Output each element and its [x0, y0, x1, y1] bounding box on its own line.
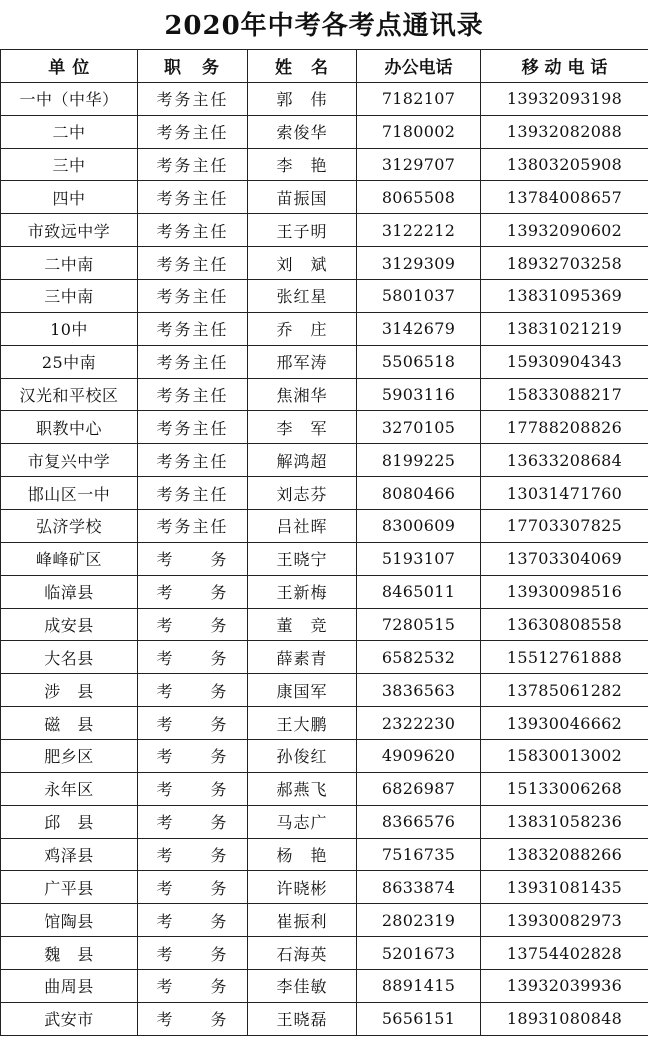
cell-unit: 曲周县	[1, 970, 138, 1003]
table-row	[1, 444, 648, 477]
cell-mobile-phone: 13785061282	[481, 674, 648, 707]
cell-unit: 涉 县	[1, 674, 138, 707]
table-row	[1, 542, 648, 575]
cell-mobile-phone: 13930098516	[481, 575, 648, 608]
cell-name: 王晓宁	[248, 542, 357, 575]
cell-office-phone: 2322230	[357, 707, 481, 740]
cell-office-phone: 7180002	[357, 115, 481, 148]
cell-unit: 成安县	[1, 608, 138, 641]
table-row	[1, 82, 648, 115]
cell-office-phone: 5201673	[357, 937, 481, 970]
cell-name: 解鸿超	[248, 444, 357, 477]
cell-unit: 大名县	[1, 641, 138, 674]
table-row	[1, 575, 648, 608]
cell-unit: 10中	[1, 312, 138, 345]
cell-name: 刘志芬	[248, 477, 357, 510]
cell-role: 考务主任	[138, 115, 248, 148]
header-office-phone: 办公电话	[357, 50, 481, 83]
cell-mobile-phone: 18932703258	[481, 247, 648, 280]
cell-mobile-phone: 15512761888	[481, 641, 648, 674]
cell-name: 王子明	[248, 214, 357, 247]
page-title: 2020年中考各考点通讯录	[164, 11, 484, 41]
cell-unit: 邯山区一中	[1, 477, 138, 510]
table-row	[1, 707, 648, 740]
cell-name: 索俊华	[248, 115, 357, 148]
cell-office-phone: 5656151	[357, 1002, 481, 1035]
cell-name: 李 军	[248, 411, 357, 444]
cell-office-phone: 8300609	[357, 510, 481, 543]
cell-name: 康国军	[248, 674, 357, 707]
table-row	[1, 280, 648, 313]
table-row	[1, 674, 648, 707]
cell-unit: 邱 县	[1, 805, 138, 838]
cell-name: 吕社晖	[248, 510, 357, 543]
cell-role: 考务主任	[138, 82, 248, 115]
cell-name: 乔 庄	[248, 312, 357, 345]
cell-unit: 二中	[1, 115, 138, 148]
cell-role: 考务主任	[138, 345, 248, 378]
cell-unit: 馆陶县	[1, 904, 138, 937]
cell-role: 考务主任	[138, 148, 248, 181]
table-row	[1, 608, 648, 641]
cell-unit: 弘济学校	[1, 510, 138, 543]
cell-unit: 永年区	[1, 772, 138, 805]
table-row	[1, 937, 648, 970]
cell-name: 郝燕飞	[248, 772, 357, 805]
cell-mobile-phone: 15830013002	[481, 740, 648, 773]
cell-name: 马志广	[248, 805, 357, 838]
cell-office-phone: 7280515	[357, 608, 481, 641]
cell-unit: 魏 县	[1, 937, 138, 970]
cell-role: 考 务	[138, 937, 248, 970]
cell-office-phone: 8080466	[357, 477, 481, 510]
cell-unit: 一中（中华）	[1, 82, 138, 115]
cell-mobile-phone: 15930904343	[481, 345, 648, 378]
cell-office-phone: 6826987	[357, 772, 481, 805]
cell-office-phone: 8633874	[357, 871, 481, 904]
cell-role: 考 务	[138, 871, 248, 904]
cell-mobile-phone: 13633208684	[481, 444, 648, 477]
table-row	[1, 970, 648, 1003]
table-row	[1, 1002, 648, 1035]
cell-unit: 临漳县	[1, 575, 138, 608]
cell-unit: 市致远中学	[1, 214, 138, 247]
cell-role: 考务主任	[138, 477, 248, 510]
cell-office-phone: 3142679	[357, 312, 481, 345]
cell-mobile-phone: 13831021219	[481, 312, 648, 345]
cell-unit: 市复兴中学	[1, 444, 138, 477]
cell-name: 李佳敏	[248, 970, 357, 1003]
cell-name: 许晓彬	[248, 871, 357, 904]
cell-mobile-phone: 13932082088	[481, 115, 648, 148]
cell-mobile-phone: 13831058236	[481, 805, 648, 838]
cell-office-phone: 5903116	[357, 378, 481, 411]
cell-mobile-phone: 17703307825	[481, 510, 648, 543]
table-row	[1, 214, 648, 247]
table-header-row	[1, 50, 648, 83]
cell-mobile-phone: 15833088217	[481, 378, 648, 411]
cell-office-phone: 4909620	[357, 740, 481, 773]
cell-role: 考 务	[138, 707, 248, 740]
table-row	[1, 181, 648, 214]
cell-office-phone: 3129707	[357, 148, 481, 181]
cell-unit: 职教中心	[1, 411, 138, 444]
table-row	[1, 115, 648, 148]
cell-office-phone: 5506518	[357, 345, 481, 378]
cell-name: 郭 伟	[248, 82, 357, 115]
cell-mobile-phone: 13831095369	[481, 280, 648, 313]
cell-unit: 三中南	[1, 280, 138, 313]
table-row	[1, 247, 648, 280]
cell-mobile-phone: 13932090602	[481, 214, 648, 247]
cell-mobile-phone: 13931081435	[481, 871, 648, 904]
table-row	[1, 740, 648, 773]
cell-role: 考务主任	[138, 247, 248, 280]
cell-name: 杨 艳	[248, 838, 357, 871]
cell-office-phone: 8065508	[357, 181, 481, 214]
cell-role: 考 务	[138, 740, 248, 773]
cell-mobile-phone: 18931080848	[481, 1002, 648, 1035]
cell-role: 考 务	[138, 542, 248, 575]
cell-role: 考务主任	[138, 280, 248, 313]
table-row	[1, 477, 648, 510]
cell-unit: 武安市	[1, 1002, 138, 1035]
cell-mobile-phone: 17788208826	[481, 411, 648, 444]
table-row	[1, 641, 648, 674]
cell-unit: 峰峰矿区	[1, 542, 138, 575]
table-row	[1, 510, 648, 543]
cell-unit: 四中	[1, 181, 138, 214]
cell-role: 考务主任	[138, 444, 248, 477]
cell-unit: 三中	[1, 148, 138, 181]
cell-office-phone: 5801037	[357, 280, 481, 313]
cell-name: 王新梅	[248, 575, 357, 608]
cell-role: 考 务	[138, 838, 248, 871]
cell-mobile-phone: 13703304069	[481, 542, 648, 575]
cell-role: 考 务	[138, 805, 248, 838]
cell-role: 考务主任	[138, 378, 248, 411]
header-unit: 单 位	[1, 50, 138, 83]
table-row	[1, 805, 648, 838]
table-row	[1, 411, 648, 444]
cell-unit: 汉光和平校区	[1, 378, 138, 411]
table-row	[1, 772, 648, 805]
cell-name: 石海英	[248, 937, 357, 970]
cell-office-phone: 8199225	[357, 444, 481, 477]
table-row	[1, 345, 648, 378]
contact-table	[0, 49, 648, 1036]
table-row	[1, 838, 648, 871]
header-role: 职 务	[138, 50, 248, 83]
cell-unit: 广平县	[1, 871, 138, 904]
cell-name: 董 竞	[248, 608, 357, 641]
cell-unit: 肥乡区	[1, 740, 138, 773]
cell-mobile-phone: 13832088266	[481, 838, 648, 871]
cell-name: 王晓磊	[248, 1002, 357, 1035]
cell-office-phone: 6582532	[357, 641, 481, 674]
cell-role: 考务主任	[138, 510, 248, 543]
cell-role: 考务主任	[138, 411, 248, 444]
cell-office-phone: 3836563	[357, 674, 481, 707]
header-mobile-phone: 移 动 电 话	[481, 50, 648, 83]
cell-office-phone: 8891415	[357, 970, 481, 1003]
cell-name: 刘 斌	[248, 247, 357, 280]
cell-office-phone: 8366576	[357, 805, 481, 838]
cell-mobile-phone: 13932039936	[481, 970, 648, 1003]
cell-office-phone: 3129309	[357, 247, 481, 280]
cell-name: 崔振利	[248, 904, 357, 937]
cell-office-phone: 5193107	[357, 542, 481, 575]
cell-mobile-phone: 13031471760	[481, 477, 648, 510]
cell-office-phone: 7182107	[357, 82, 481, 115]
cell-role: 考 务	[138, 608, 248, 641]
cell-role: 考 务	[138, 674, 248, 707]
cell-role: 考务主任	[138, 181, 248, 214]
header-name: 姓 名	[248, 50, 357, 83]
cell-mobile-phone: 13932093198	[481, 82, 648, 115]
cell-unit: 25中南	[1, 345, 138, 378]
cell-name: 孙俊红	[248, 740, 357, 773]
table-row	[1, 312, 648, 345]
cell-role: 考 务	[138, 1002, 248, 1035]
cell-mobile-phone: 13930046662	[481, 707, 648, 740]
cell-office-phone: 2802319	[357, 904, 481, 937]
cell-mobile-phone: 13754402828	[481, 937, 648, 970]
cell-role: 考 务	[138, 772, 248, 805]
cell-role: 考务主任	[138, 214, 248, 247]
cell-office-phone: 8465011	[357, 575, 481, 608]
table-row	[1, 904, 648, 937]
cell-mobile-phone: 13784008657	[481, 181, 648, 214]
cell-role: 考 务	[138, 970, 248, 1003]
cell-unit: 鸡泽县	[1, 838, 138, 871]
cell-role: 考务主任	[138, 312, 248, 345]
cell-name: 李 艳	[248, 148, 357, 181]
cell-name: 邢军涛	[248, 345, 357, 378]
cell-name: 王大鹏	[248, 707, 357, 740]
cell-unit: 二中南	[1, 247, 138, 280]
cell-office-phone: 3122212	[357, 214, 481, 247]
cell-name: 苗振国	[248, 181, 357, 214]
cell-mobile-phone: 13630808558	[481, 608, 648, 641]
cell-role: 考 务	[138, 904, 248, 937]
cell-name: 张红星	[248, 280, 357, 313]
cell-unit: 磁 县	[1, 707, 138, 740]
cell-name: 薛素青	[248, 641, 357, 674]
cell-mobile-phone: 13930082973	[481, 904, 648, 937]
table-row	[1, 148, 648, 181]
cell-role: 考 务	[138, 641, 248, 674]
cell-role: 考 务	[138, 575, 248, 608]
table-row	[1, 871, 648, 904]
cell-mobile-phone: 13803205908	[481, 148, 648, 181]
cell-office-phone: 7516735	[357, 838, 481, 871]
table-row	[1, 378, 648, 411]
cell-office-phone: 3270105	[357, 411, 481, 444]
cell-mobile-phone: 15133006268	[481, 772, 648, 805]
cell-name: 焦湘华	[248, 378, 357, 411]
